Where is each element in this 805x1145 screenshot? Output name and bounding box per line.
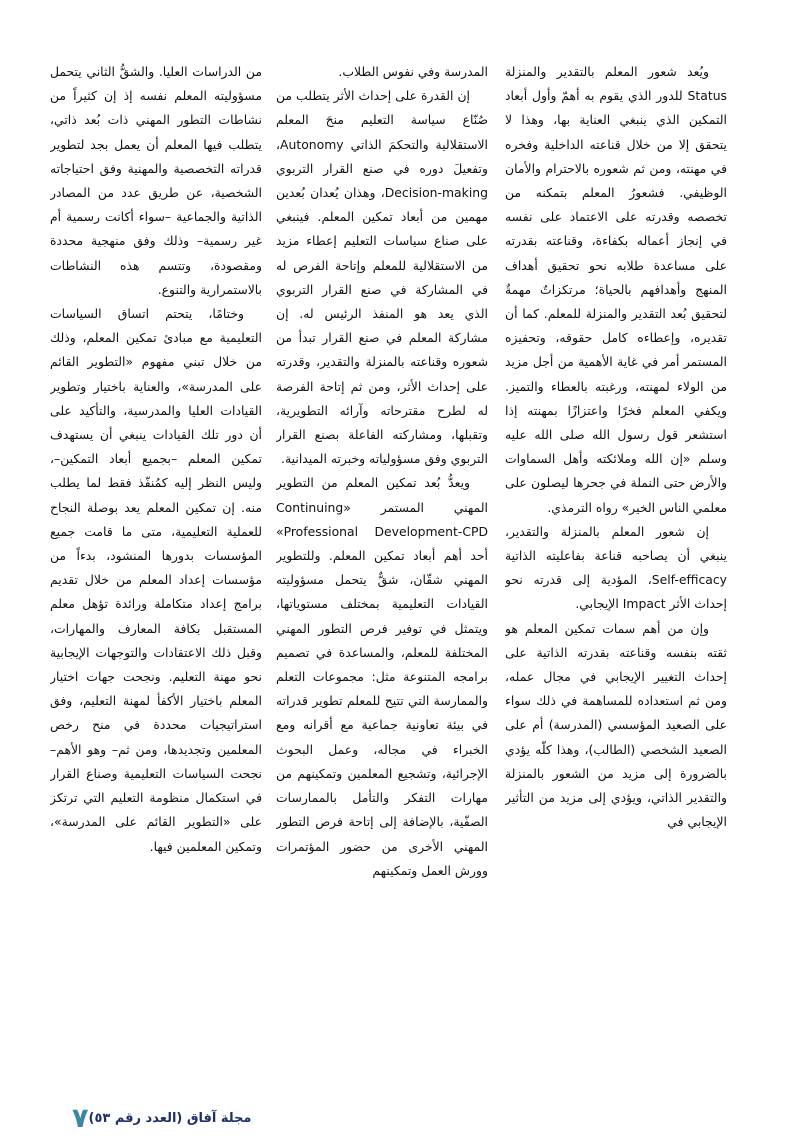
paragraph: المدرسة وفي نفوس الطلاب. [338, 64, 488, 79]
paragraph: من الدراسات العليا. والشقُّ الثاني يتحمل مسؤوليته المعلم نفسه إذ إن كثيراً من نشاطات التطور المهني ذات بُعد ذاتي، يتطلب فيها المعلم أن يعمل بجد لتطوير قدراته التخصصية والمهنية وفق احتياجاته الشخصية، عن طريق عدد من المصادر الذاتية والجماعية –سواء أكانت رسمية أم غير رسمية– وذلك وفق منهجية محددة ومقصودة، وتتسم هذه النشاطات بالاستمرارية والتنوع. [50, 64, 262, 297]
page-footer [58, 1104, 251, 1132]
article-column-right [505, 60, 727, 1100]
paragraph: إن القدرة على إحداث الأثر يتطلب من صُنّاع سياسة التعليم منحَ المعلم الاستقلالية والتحكمَ الذاتي Autonomy، وتفعيلَ دوره في صنع القرار التربوي Decision-making، وهذان يُعدان بُعدين مهمين من أبعاد تمكين المعلم. فينبغي على صناع سياسات التعليم إعطاء مزيد من الاستقلالية للمعلم وإتاحة الفرص له في المشاركة في صنع القرار التربوي الذي يعد هو المنفذ الرئيس له. إن مشاركة المعلم في صنع القرار تبدأ من شعوره وقناعته بالمنزلة والتقدير، وقدرته على إحداث الأثر، ومن ثم إتاحة الفرصة له لطرح مقترحاته وآرائه التطويرية، وتقبلها، ومشاركته الفاعلة بصنع القرار التربوي وفق مسؤولياته وخبرته الميدانية. [276, 88, 488, 467]
article-column-middle [276, 60, 488, 1100]
paragraph: إن شعور المعلم بالمنزلة والتقدير، ينبغي أن يصاحبه قناعة بفاعليته الذاتية Self-efficacy، المؤدية إلى قدرته نحو إحداث الأثر Impact الإيجابي. [505, 523, 727, 612]
paragraph: ويُعد شعور المعلم بالتقدير والمنزلة Status للدور الذي يقوم به أهمّ وأول أبعاد التمكين الذي ينبغي العناية بها، وهذا لا يتحقق إلا من خلال قناعته الداخلية وفخره في مهنته، ومن ثم شعوره بالاحترام والأمان الوظيفي. فشعورُ المعلم بتمكنه من تخصصه وقدرته على الاعتماد على نفسه في إنجاز أعماله بكفاءة، وقناعته بقدرته على مساعدة طلابه نحو تحقيق أهداف المنهج وأهدافهم بالحياة؛ مرتكزاتٌ مهمةٌ لتحقيق بُعد التقدير والمنزلة للمعلم. كما أن تقديره، وإعطاءه كامل حقوقه، وتحفيزه المستمر أمر في غاية الأهمية من أجل مزيد من الولاء لمهنته، ورغبته بالعطاء والتميز. ويكفي المعلم فخرًا واعتزازًا بمهنته إذا استشعر قول رسول الله صلى الله عليه وسلم «إن الله وملائكته وأهل السماوات والأرض حتى النملة في جحرها ليصلون على معلمي الناس الخير» رواه الترمذي. [505, 64, 727, 515]
paragraph: ويعدُّ بُعد تمكين المعلم من التطوير المهني المستمر «Continuing Professional Development-CPD» أحد أهم أبعاد تمكين المعلم. وللتطوير المهني شقّان، شقٌّ يتحمل مسؤوليته القيادات التعليمية بمختلف مستوياتها، ويتمثل في توفير فرص التطور المهني المختلفة للمعلم، والمساعدة في تصميم برامجه المتنوعة مثل: مجموعات التعلم والممارسة التي تتيح للمعلم تطوير قدراته في بيئة تعاونية جماعية مع أقرانه ومع الخبراء في مجاله، وعمل البحوث الإجرائية، وتشجيع المعلمين وتمكينهم من مهارات التفكر والتأمل بالممارسات الصفّية، بالإضافة إلى إتاحة فرص التطور المهني الأخرى من حضور المؤتمرات وورش العمل وتمكينهم [276, 475, 488, 878]
page-number: ٧ [72, 1102, 89, 1134]
paragraph: وإن من أهم سمات تمكين المعلم هو ثقته بنفسه وقناعته بقدرته الذاتية على إحداث التغيير الإيجابي في مجال عمله، ومن ثم استعداده للمساهمة في ذلك سواء على الصعيد المؤسسي (المدرسة) أم على الصعيد الشخصي (الطالب)، وهذا كلّه يؤدي بالضرورة إلى مزيد من الشعور بالمنزلة والتقدير الذاتي، ويؤدي إلى مزيد من التأثير الإيجابي في [505, 620, 727, 830]
paragraph: وختامًا، يتحتم اتساق السياسات التعليمية مع مبادئ تمكين المعلم، وذلك من خلال تبني مفهوم «التطوير القائم على المدرسة»، والعناية باختيار وتطوير القيادات العليا والمدرسية، والتأكيد على أن دور تلك القيادات ينبغي أن يستهدف تمكين المعلم –بجميع أبعاد التمكين–، وليس النظر إليه كمُنفّذ فقط لما يطلب منه. إن تمكين المعلم يعد بوصلة النجاح للعملية التعليمية، متى ما قامت جميع المؤسسات بدورها المنشود، بدءاً من مؤسسات إعداد المعلم من خلال تقديم برامج إعداد متكاملة ورائدة تؤهل معلم المستقبل بكافة المعارف والمهارات، وقبل ذلك الاعتقادات والتوجهات الإيجابية نحو مهنة التعليم. ونجحت جهات اختيار المعلم باختيار الأكفأ لمهنة التعليم، وفق استراتيجيات محددة في منح رخص المعلمين وتجديدها، ومن ثم– وهو الأهم– نجحت السياسات التعليمية وصناع القرار في استكمال منظومة التعليم التي ترتكز على «التطوير القائم على المدرسة»، وتمكين المعلمين فيها. [50, 306, 262, 854]
article-column-left [50, 60, 262, 1100]
magazine-title: مجلة آفاق (العدد رقم ٥٣) [88, 1110, 252, 1126]
